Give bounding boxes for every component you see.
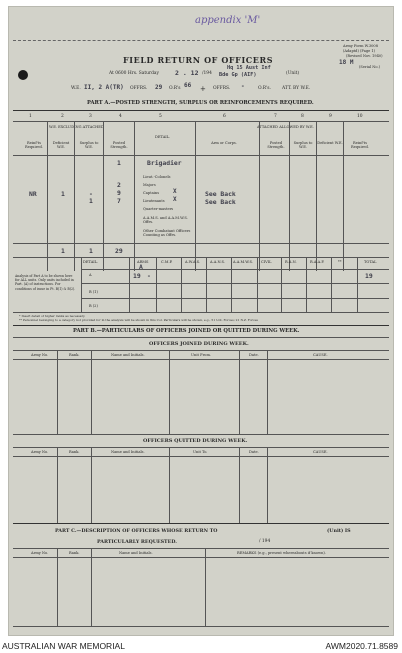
quitted-col-cause: CAUSE. (313, 450, 328, 454)
form-id-line1: Army Form W.3008 (343, 44, 378, 48)
col-header-arm: Arm or Corps. (211, 141, 237, 145)
posted-captains: 9 (117, 189, 121, 197)
part-c-bottom-rule (13, 626, 389, 627)
unit-stamp-2: Bde Gp (AIF) (219, 72, 257, 78)
we-ors2-label: O.R's. (258, 86, 271, 91)
part-c-col-army-no: Army No. (31, 551, 49, 555)
rank-lieutenants: Lieutenants (143, 199, 165, 203)
footer-accession-number: AWM2020.71.8589 (325, 641, 398, 651)
part-a-heading: PART A.—POSTED STRENGTH, SURPLUS OR REINFORCEMENTS REQUIRED. (87, 100, 314, 106)
joined-col-army-no: Army No. (31, 353, 49, 357)
col-divider (47, 121, 48, 271)
joined-header-rule (13, 359, 389, 360)
col-divider (289, 121, 290, 271)
quitted-col-rank: Rank. (69, 450, 80, 454)
captains-mark: X (173, 188, 177, 195)
quitted-col-army-no: Army No. (31, 450, 49, 454)
analysis-col (156, 257, 157, 312)
quitted-header-rule (13, 456, 389, 457)
punch-hole (18, 70, 28, 80)
we-plus: + (200, 85, 206, 93)
analysis-arms-b: - (147, 272, 151, 280)
part-c-col-line (205, 548, 206, 626)
analysis-row-rule (81, 298, 389, 299)
joined-col-line (239, 350, 240, 434)
we-label: W.E. (71, 86, 81, 91)
col-number-2: 2 (61, 114, 64, 119)
joined-col-line (169, 350, 170, 434)
col-header-deficient: Deficient W.E. (52, 141, 70, 149)
entry-surplus: 1 (89, 197, 93, 205)
quitted-col-line (169, 447, 170, 523)
joined-col-cause: CAUSE. (313, 353, 328, 357)
entry-surplus-dash: - (89, 190, 93, 198)
joined-col-date: Date. (249, 353, 259, 357)
see-back-1: See Back (205, 190, 236, 198)
quitted-col-line (57, 447, 58, 523)
analysis-col (231, 257, 232, 312)
part-c-col-line (57, 548, 58, 626)
col-number-9: 9 (329, 114, 332, 119)
analysis-row-b1: B (1) (89, 290, 98, 294)
analysis-col (129, 257, 130, 312)
analysis-col (181, 257, 182, 312)
col-header-posted: Posted Strength. (110, 141, 128, 149)
joined-col-line (57, 350, 58, 434)
analysis-arms-top: A (139, 263, 143, 271)
col-header-reinf-att: Reinf'ts Required. (351, 141, 369, 149)
header-rule (13, 155, 389, 156)
appendix-annotation: appendix 'M' (195, 15, 261, 26)
analysis-ran: R.A.N. (285, 260, 297, 264)
col-header-surplus-att: Surplus to W.E. (293, 141, 313, 149)
col-divider (134, 121, 135, 271)
col-header-surplus: Surplus to W.E. (79, 141, 99, 149)
we-offrs-label: OFFRS. (130, 86, 148, 91)
total-surplus: 1 (89, 247, 93, 255)
posted-brigadier: 1 (117, 159, 121, 167)
we-offrs2-label: OFFRS. (213, 86, 231, 91)
top-rule (13, 40, 389, 41)
col-number-1: 1 (29, 114, 32, 119)
analysis-total: TOTAL (364, 260, 377, 264)
analysis-detail: DETAIL. (83, 260, 99, 264)
analysis-col (81, 257, 82, 312)
entry-reinf: NR (29, 190, 37, 198)
quitted-col-line (267, 447, 268, 523)
analysis-col (306, 257, 307, 312)
col-number-8: 8 (301, 114, 304, 119)
col-number-6: 6 (223, 114, 226, 119)
analysis-row-b2: B (2) (89, 304, 98, 308)
footer-bar (0, 640, 402, 653)
col-header-deficient-att: Deficient W.E. (317, 141, 343, 145)
analysis-row-rule (81, 283, 389, 284)
joined-col-line (91, 350, 92, 434)
col-number-4: 4 (119, 114, 122, 119)
part-c-col-line (91, 548, 92, 626)
analysis-other: ** (338, 260, 342, 264)
analysis-col (206, 257, 207, 312)
part-b-top-rule (13, 325, 389, 326)
analysis-col (357, 257, 358, 312)
quitted-col-date: Date. (249, 450, 259, 454)
part-c-header-rule (13, 557, 389, 558)
part-c-date: / 194 (259, 539, 271, 544)
part-c-requested: PARTICULARLY REQUESTED. (97, 539, 177, 545)
analysis-col (257, 257, 258, 312)
part-c-col-remarks: REMARKS (e.g., present whereabouts if known). (237, 551, 326, 555)
footnote-2: ** Personnel belonging to a category not provided for in the analysis will be shown in this Col. Particulars will be shown, e.g., 51 U.K. Forces; 21 N.Z. Forces (19, 318, 258, 322)
see-back-2: See Back (205, 198, 236, 206)
total-deficient: 1 (61, 247, 65, 255)
analysis-bottom-rule (13, 312, 389, 313)
analysis-awas: A.W.A.S. (185, 260, 201, 264)
analysis-total-value: 19 (365, 272, 373, 280)
attached-allowed: ATTACHED ALLOWED BY W.E. (257, 125, 314, 129)
rank-brigadier: Brigadier (147, 159, 182, 167)
we-value: II, 2 A(TR) (84, 84, 124, 91)
rank-lt-colonels: Lieut.-Colonels (143, 175, 171, 179)
quitted-col-name: Name and Initials. (111, 450, 145, 454)
part-c-col-name: Name and Initials. (119, 551, 153, 555)
joined-title-rule (13, 350, 389, 351)
analysis-row-a: A (89, 273, 92, 277)
col-divider (259, 121, 260, 271)
joined-bottom-rule (13, 434, 389, 435)
form-id-line4: (Serial No.) (359, 65, 381, 69)
analysis-arms: ARMS (137, 260, 149, 264)
lieutenants-mark: X (173, 196, 177, 203)
footer-institution: AUSTRALIAN WAR MEMORIAL (2, 641, 125, 651)
joined-col-rank: Rank. (69, 353, 80, 357)
header-at-time: At 0600 Hrs. Saturday (109, 71, 160, 76)
header-date: 2 . 12 (175, 69, 199, 77)
analysis-raaf: R.A.A.F. (310, 260, 325, 264)
rank-majors: Majors (143, 183, 156, 187)
we-offrs2-value: - (241, 83, 245, 90)
posted-lieutenants: 7 (117, 197, 121, 205)
col-number-3: 3 (89, 114, 92, 119)
totals-rule (13, 243, 389, 244)
col-number-5: 5 (159, 114, 162, 119)
quitted-col-unit-to: Unit To. (193, 450, 208, 454)
part-c-rule (13, 548, 389, 549)
col-divider (195, 121, 196, 271)
form-id-line3: (Revised Nov. 1940) (346, 54, 383, 58)
we-offrs-value: 29 (155, 84, 163, 91)
unit-label: (Unit) (286, 71, 300, 76)
analysis-col (331, 257, 332, 312)
col-divider (343, 121, 344, 271)
part-b-heading: PART B.—PARTICULARS OF OFFICERS JOINED OR QUITTED DURING WEEK. (73, 328, 300, 334)
quitted-col-line (239, 447, 240, 523)
header-year: /194 (202, 71, 212, 76)
quitted-title-rule (13, 447, 389, 448)
joined-col-name: Name and Initials. (111, 353, 145, 357)
unit-stamp: Hq 15 Aust Inf (227, 65, 271, 71)
analysis-cmp: C.M.P. (161, 260, 173, 264)
serial-number: 18 M (339, 59, 354, 66)
part-b-bottom-rule (13, 523, 389, 524)
analysis-arms-a: 19 (133, 272, 141, 280)
form-id-line2: (Adaptd) (Page 1) (343, 49, 376, 53)
col-number-10: 10 (357, 114, 363, 119)
col-header-posted-att: Posted Strength. (267, 141, 285, 149)
form-title: FIELD RETURN OF OFFICERS (123, 55, 274, 65)
we-ors-label: O.R's (169, 86, 181, 91)
we-att-label: ATT. BY W.E. (282, 86, 311, 91)
rank-captains: Captains (143, 191, 160, 195)
total-posted: 29 (115, 247, 123, 255)
joined-col-unit-from: Unit From. (191, 353, 212, 357)
part-c-unit-is: (Unit) IS (327, 528, 351, 534)
joined-col-line (267, 350, 268, 434)
analysis-aans: A.A.N.S. (210, 260, 226, 264)
analysis-civil: CIVIL (261, 260, 272, 264)
quitted-title: OFFICERS QUITTED DURING WEEK. (143, 438, 248, 444)
rank-other-combatant: Other Combatant Officers Counting as Offrs. (143, 229, 191, 238)
entry-deficient: 1 (61, 190, 65, 198)
rank-quartermasters: Quarter-masters (143, 207, 174, 211)
col-divider (316, 121, 317, 271)
posted-majors: 2 (117, 181, 121, 189)
analysis-col (281, 257, 282, 312)
analysis-side-note: Analysis of Part A to be shown here for ALL units. Only units included in Part. (A) of instructions. For conditions of issue in Pt. B(1) & B(2). (15, 274, 76, 291)
quitted-col-line (91, 447, 92, 523)
col-divider (74, 121, 75, 271)
we-ors-value: 66 (184, 82, 192, 89)
col-number-7: 7 (274, 114, 277, 119)
totals-bottom-rule (13, 257, 389, 258)
document-page (8, 6, 394, 636)
part-c-heading: PART C.—DESCRIPTION OF OFFICERS WHOSE RETURN TO (55, 528, 218, 534)
footnote-1: * Insert detail of higher ranks as necessary. (19, 314, 86, 318)
part-b-rule (13, 337, 389, 338)
analysis-header-rule (81, 269, 389, 270)
col-divider (103, 121, 104, 271)
part-c-col-rank: Rank. (69, 551, 80, 555)
part-a-rule (13, 110, 389, 111)
rank-aams: A.A.M.S. and A.A.M.W.S. Offrs. (143, 216, 188, 225)
we-excluding-attached: W.E. EXCLUDING ATTACHED (49, 125, 104, 129)
detail-heading: DETAIL. (155, 135, 171, 139)
col-header-reinf: Reinf'ts Required. (25, 141, 43, 149)
joined-title: OFFICERS JOINED DURING WEEK. (149, 341, 249, 347)
analysis-aamws: A.A.M.W.S. (233, 260, 253, 264)
col-number-rule (13, 121, 389, 122)
